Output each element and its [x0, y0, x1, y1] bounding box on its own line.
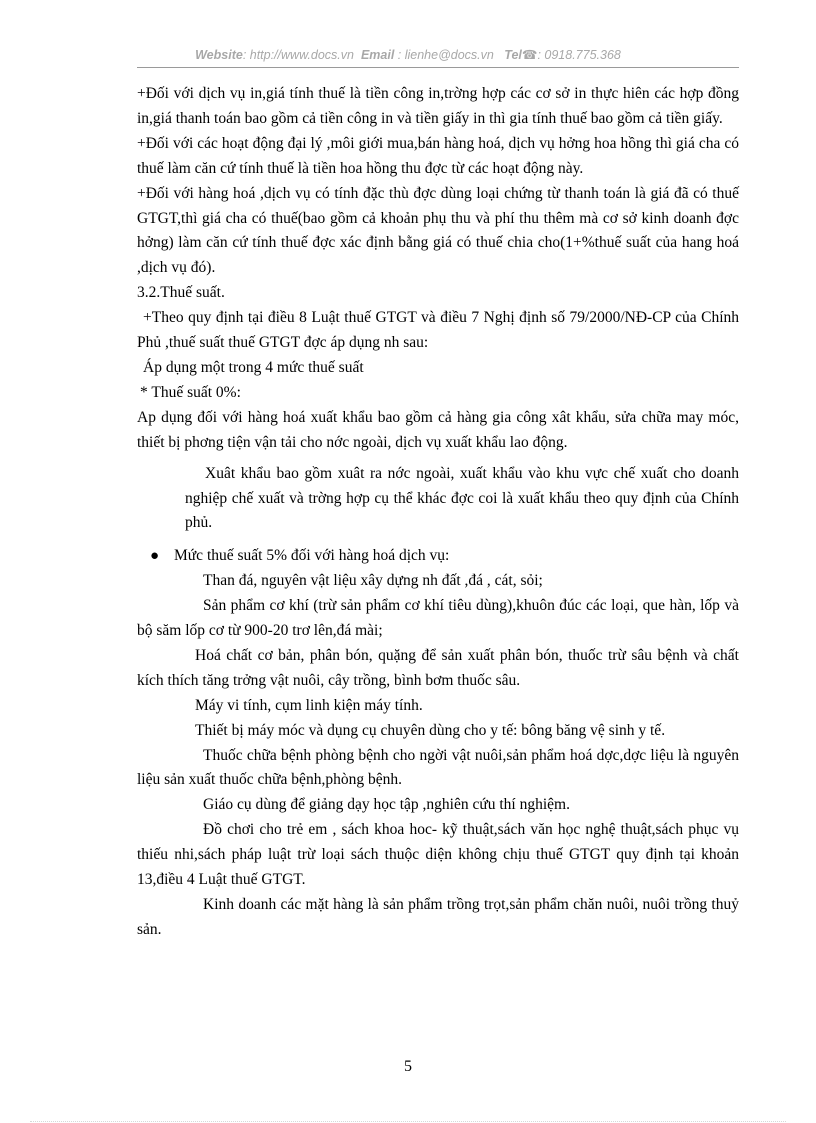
paragraph: +Đối với hàng hoá ,dịch vụ có tính đặc thù đợc dùng loại chứng từ thanh toán là giá đã có thuế GTGT,thì giá cha có thuế(bao gồm cả khoản phụ thu và phí thu thêm mà cơ sở kinh doanh đợc hởng) làm căn cứ tính thuế đợc xác định bằng giá có thuế chia cho(1+%thuế suất của hang hoá ,dịch vụ đó).: [137, 184, 739, 277]
page-number: 5: [404, 1058, 412, 1075]
bullet-item: [137, 544, 739, 569]
tel-value: ☎: 0918.775.368: [521, 48, 621, 62]
tel-label: Tel: [504, 48, 522, 62]
paragraph: * Thuế suất 0%:: [140, 383, 241, 401]
footer-divider: [30, 1121, 786, 1122]
bullet-text: Mức thuế suất 5% đối với hàng hoá dịch vụ:: [174, 547, 450, 565]
section-heading: 3.2.Thuế suất.: [137, 284, 225, 302]
header-divider: [137, 67, 739, 68]
paragraph: Giáo cụ dùng để giảng dạy học tập ,nghiên cứu thí nghiệm.: [203, 796, 570, 814]
email-label: Email: [360, 48, 395, 62]
paragraph: Than đá, nguyên vật liệu xây dựng nh đất ,đá , cát, sỏi;: [203, 572, 543, 590]
paragraph: Đồ chơi cho trẻ em , sách khoa hoc- kỹ thuật,sách văn học nghệ thuật,sách phục vụ thiếu nhi,sách pháp luật trừ loại sách thuộc diện không chịu thuế GTGT quy định tại khoản 13,điều 4 Luật thuế GTGT.: [137, 821, 739, 889]
paragraph: +Đối với dịch vụ in,giá tính thuế là tiền công in,trờng hợp các cơ sở in thực hiên các hợp đồng in,giá thanh toán bao gồm cả tiền công in và tiền giấy in thì gia tính thuế bao gồm cả tiền giấy.: [137, 85, 739, 127]
website-value: : http://www.docs.vn: [242, 48, 354, 62]
paragraph: +Đối với các hoạt động đại lý ,môi giới mua,bán hàng hoá, dịch vụ hởng hoa hồng thì giá cha có thuế làm căn cứ tính thuế là tiền hoa hồng thu đợc từ các hoạt động này.: [137, 134, 739, 177]
paragraph: Xuât khẩu bao gồm xuât ra nớc ngoài, xuất khẩu vào khu vực chế xuất cho doanh nghiệp chế xuất và trờng hợp cụ thể khác đợc coi là xuất khẩu theo quy định của Chính phủ.: [185, 464, 739, 532]
paragraph: Áp dụng một trong 4 mức thuế suất: [143, 358, 364, 376]
paragraph: Thiết bị máy móc và dụng cụ chuyên dùng cho y tế: bông băng vệ sinh y tế.: [195, 721, 666, 739]
paragraph: Kinh doanh các mặt hàng là sản phẩm trồng trọt,sản phẩm chăn nuôi, nuôi trồng thuỷ sản.: [137, 896, 739, 938]
email-value: : lienhe@docs.vn: [394, 48, 494, 62]
document-body: [137, 82, 739, 943]
paragraph: Máy vi tính, cụm linh kiện máy tính.: [195, 696, 423, 714]
paragraph: Thuốc chữa bệnh phòng bệnh cho ngời vật nuôi,sản phẩm hoá dợc,dợc liệu là nguyên liệu sản xuất thuốc chữa bệnh,phòng bệnh.: [137, 746, 739, 789]
website-label: Website: [195, 48, 243, 62]
bullet-icon: ●: [150, 548, 160, 565]
paragraph: +Theo quy định tại điều 8 Luật thuế GTGT và điều 7 Nghị định số 79/2000/NĐ-CP của Chính Phủ ,thuế suất thuế GTGT đợc áp dụng nh sau:: [137, 309, 739, 352]
paragraph: Sản phẩm cơ khí (trừ sản phẩm cơ khí tiêu dùng),khuôn đúc các loại, que hàn, lốp và bộ săm lốp cơ từ 900-20 trơ lên,đá mài;: [137, 597, 739, 640]
paragraph: Ap dụng đối với hàng hoá xuất khẩu bao gồm cả hàng gia công xât khẩu, sửa chữa may móc, thiết bị phơng tiện vận tải cho nớc ngoài, dịch vụ xuất khẩu lao động.: [137, 408, 739, 451]
paragraph: Hoá chất cơ bản, phân bón, quặng để sản xuất phân bón, thuốc trừ sâu bệnh và chất kích thích tăng trởng vật nuôi, cây trồng, bình bơm thuốc sâu.: [137, 646, 739, 689]
page-header: [0, 47, 816, 62]
